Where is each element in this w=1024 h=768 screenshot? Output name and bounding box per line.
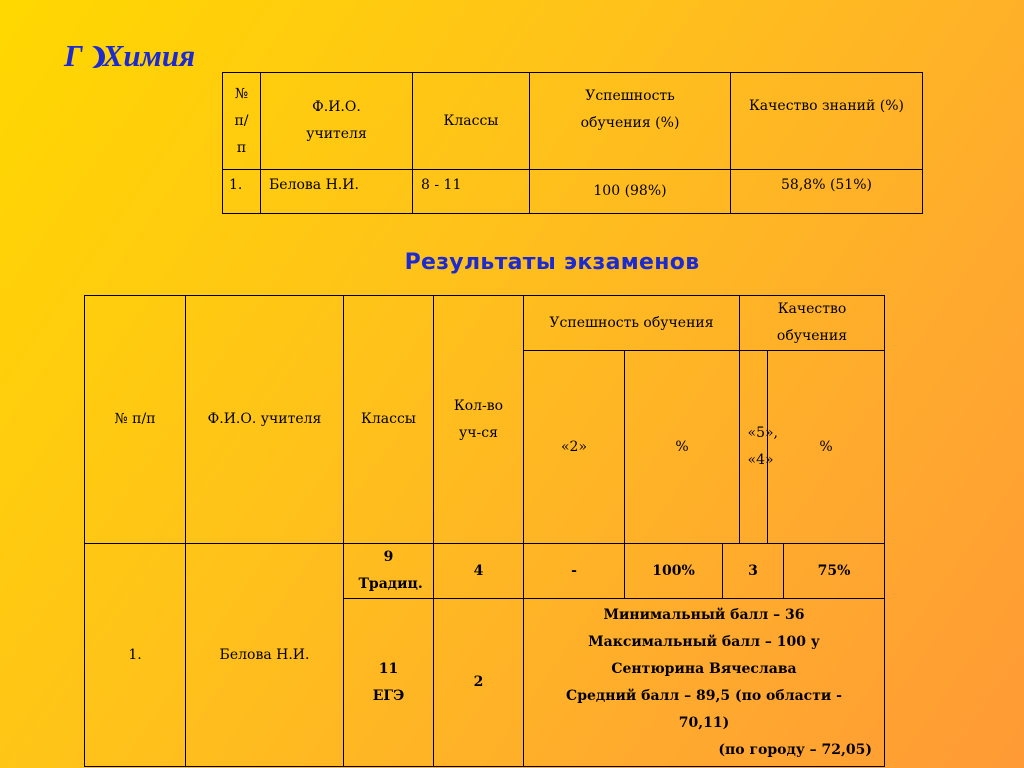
header-quality: Качество обучения xyxy=(740,296,884,351)
row-11-count: 2 xyxy=(434,599,524,766)
header-success: Успешность обучения xyxy=(524,296,740,351)
slide-title xyxy=(64,38,195,74)
row-9-percent-quality: 75% xyxy=(784,544,884,599)
summary-table xyxy=(222,72,923,214)
header-teacher: Ф.И.О. учителя xyxy=(261,73,413,170)
row-success: 100 (98%) xyxy=(530,170,731,213)
header-num: № п/п xyxy=(85,296,186,544)
exam-results-table xyxy=(84,295,885,767)
detail-line: (по городу – 72,05) xyxy=(718,741,872,758)
detail-line: Максимальный балл – 100 у Сентюрина Вячеслава xyxy=(588,633,820,677)
row-num: 1. xyxy=(223,170,261,213)
row-teacher: Белова Н.И. xyxy=(261,170,413,213)
row-11-classes: 11 ЕГЭ xyxy=(344,599,434,766)
header-teacher: Ф.И.О. учителя xyxy=(186,296,344,544)
row-9-grade-5-4: 3 xyxy=(723,544,784,599)
header-grade-2: «2» xyxy=(524,351,625,544)
detail-line: Средний балл – 89,5 (по области - 70,11) xyxy=(566,687,842,731)
title-text: Химия xyxy=(102,38,196,73)
header-percent-success: % xyxy=(625,351,740,544)
header-count: Кол-во уч-ся xyxy=(434,296,524,544)
row-9-grade-2: - xyxy=(524,544,625,599)
row-quality: 58,8% (51%) xyxy=(781,177,872,193)
row-9-count: 4 xyxy=(434,544,524,599)
detail-line: Минимальный балл – 36 xyxy=(603,606,805,623)
header-success: Успешность обучения (%) xyxy=(530,73,731,170)
title-prefix: Г xyxy=(64,38,83,73)
header-percent-quality: % xyxy=(768,351,884,544)
header-num: № п/п xyxy=(223,73,261,170)
header-quality: Качество знаний (%) xyxy=(731,73,922,170)
header-classes: Классы xyxy=(344,296,434,544)
moon-icon xyxy=(79,46,99,68)
section-title: Результаты экзаменов xyxy=(404,250,700,275)
row-9-percent-success: 100% xyxy=(625,544,723,599)
row-teacher: Белова Н.И. xyxy=(186,544,344,766)
row-11-details xyxy=(524,599,884,766)
header-classes: Классы xyxy=(413,73,530,170)
row-9-classes: 9 Традиц. xyxy=(344,544,434,599)
row-classes: 8 - 11 xyxy=(413,170,530,213)
row-num: 1. xyxy=(85,544,186,766)
header-grade-5-4: «5», «4» xyxy=(740,351,768,544)
